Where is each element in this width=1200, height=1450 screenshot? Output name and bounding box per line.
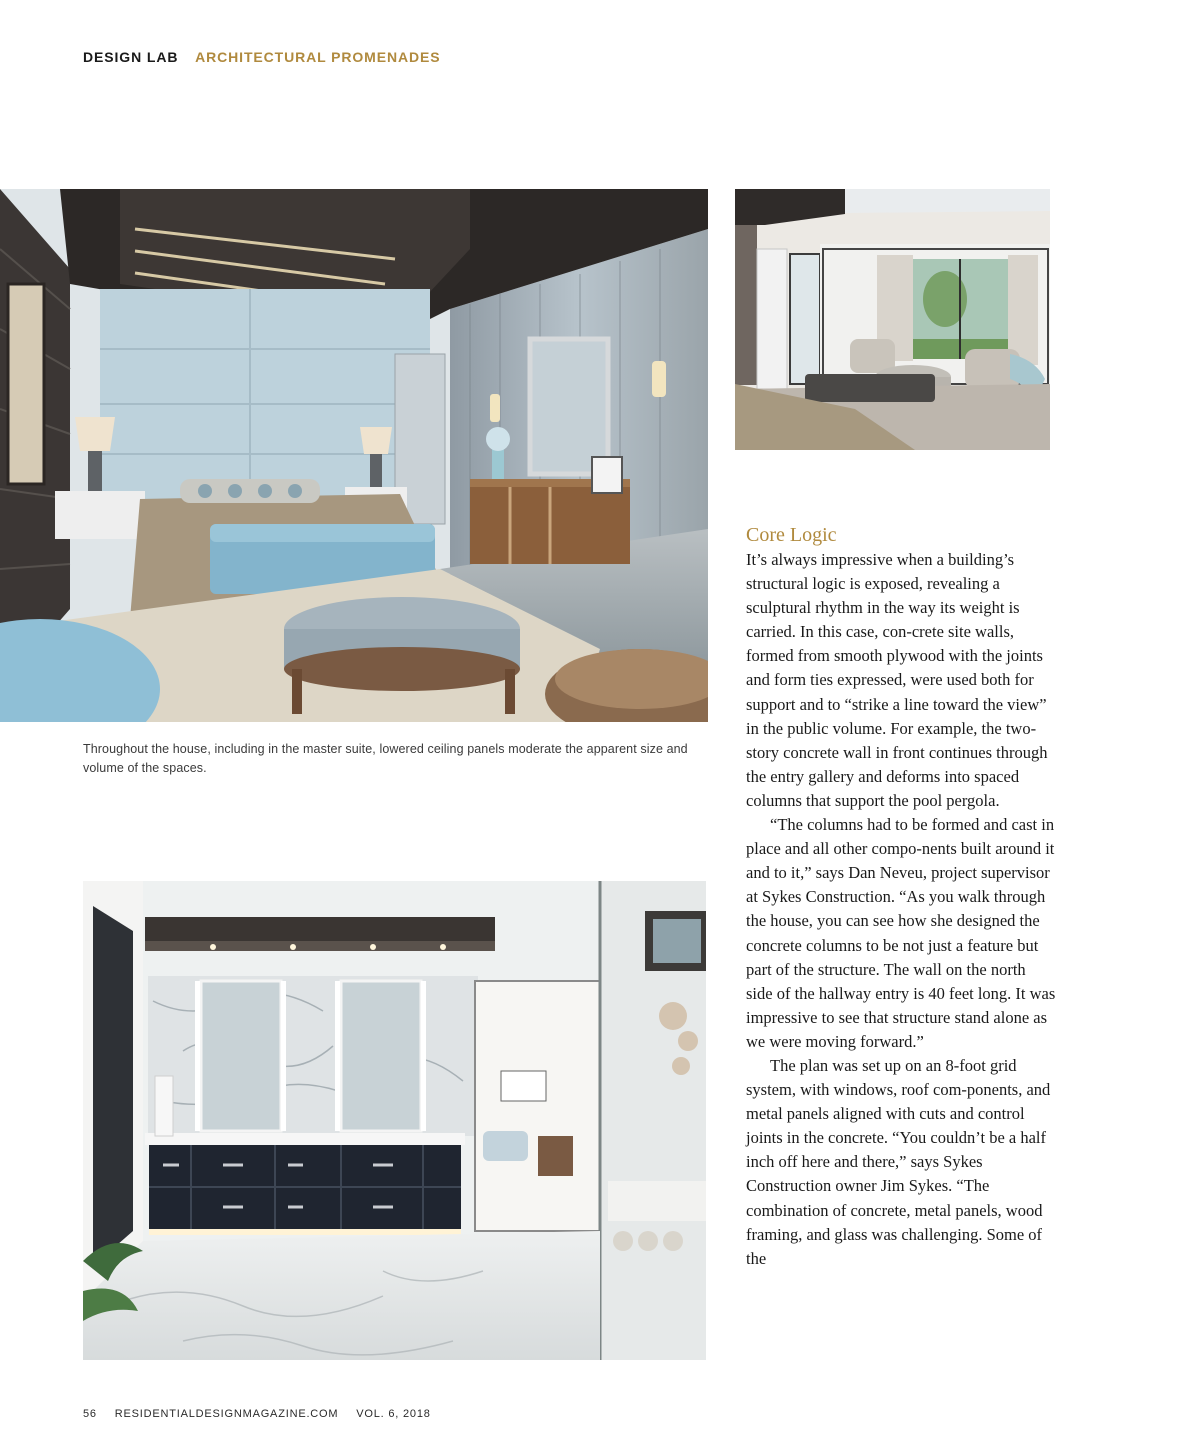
page-number: 56 xyxy=(83,1408,97,1420)
article-heading: Core Logic xyxy=(746,524,837,546)
topic-label: ARCHITECTURAL PROMENADES xyxy=(195,49,441,65)
photo-caption: Throughout the house, including in the master suite, lowered ceiling panels moderate the apparent size and volume of the spaces. xyxy=(83,742,688,775)
article-paragraph: The plan was set up on an 8-foot grid system, with windows, roof com-ponents, and metal panels aligned with cuts and control joints in the concrete. “You couldn’t be a half inch off here and there,” says Sykes Construction owner Jim Sykes. “The combination of concrete, metal panels, wood framing, and glass was challenging. Some of the xyxy=(746,1055,1051,1268)
section-label: DESIGN LAB xyxy=(83,49,179,65)
article-paragraph: “The columns had to be formed and cast in place and all other compo-nents built around it and to it,” says Dan Neveu, project supervisor at Sykes Construction. “As you walk through the house, you can see how she designed the concrete columns to be not just a feature but part of the structure. The wall on the north side of the hallway entry is 40 feet long. It was impressive to see that structure stand alone as we were moving forward.” xyxy=(746,815,1056,1051)
website-url: RESIDENTIALDESIGNMAGAZINE.COM xyxy=(114,1408,339,1420)
article-body xyxy=(746,548,1056,1271)
bedroom-photo xyxy=(0,189,708,722)
page-footer xyxy=(83,1408,445,1420)
bathroom-photo xyxy=(83,881,706,1360)
sitting-room-photo xyxy=(735,189,1050,450)
volume-info: VOL. 6, 2018 xyxy=(356,1408,431,1420)
running-header xyxy=(83,49,441,65)
article-paragraph: It’s always impressive when a building’s structural logic is exposed, revealing a sculptural rhythm in the way its weight is carried. In this case, con-crete site walls, formed from smooth plywood with the joints and form ties expressed, were used both for support and to “strike a line toward the view” in the public volume. For example, the two-story concrete wall in front continues through the entry gallery and deforms into spaced columns that support the pool pergola. xyxy=(746,550,1048,810)
article-column xyxy=(746,522,1056,1271)
